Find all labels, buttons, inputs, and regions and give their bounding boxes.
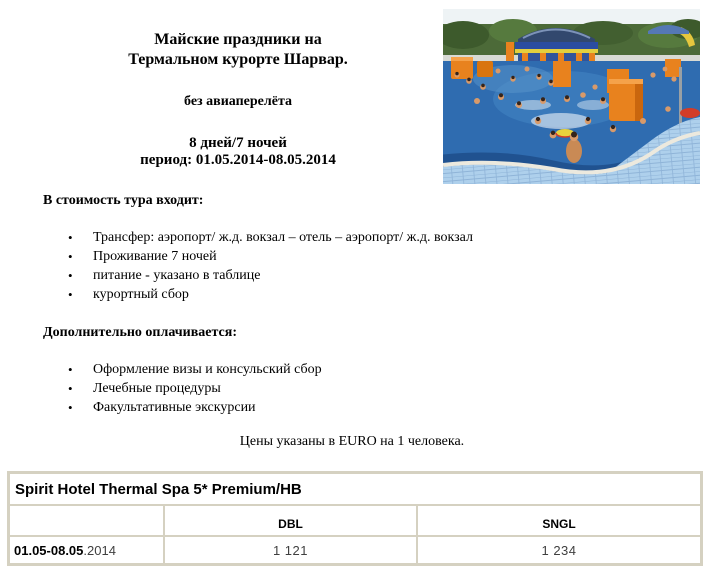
bullet-icon: • [68, 381, 73, 396]
period-dates: 01.05-08.05 [14, 542, 84, 558]
no-flight-note: без авиаперелёта [184, 94, 292, 109]
included-item-text: курортный сбор [93, 287, 189, 302]
extra-item-text: Факультативные экскурсии [93, 400, 256, 415]
price-row [9, 536, 701, 564]
sngl-price-cell: 1 234 [417, 536, 701, 564]
bullet-icon: • [68, 287, 73, 302]
extra-heading: Дополнительно оплачивается: [43, 325, 238, 340]
column-header-row [9, 505, 701, 536]
title-line-2: Термальном курорте Шарвар. [128, 51, 348, 68]
period-text: период: 01.05.2014-08.05.2014 [140, 152, 336, 168]
duration-period [0, 135, 476, 169]
extra-item-text: Лечебные процедуры [93, 381, 221, 396]
list-item [0, 398, 476, 417]
list-item [0, 379, 476, 398]
price-note: Цены указаны в EURO на 1 человека. [239, 434, 465, 449]
included-heading: В стоимость тура входит: [43, 193, 204, 208]
included-item-text: Трансфер: аэропорт/ ж.д. вокзал – отель – аэропорт/ ж.д. вокзал [93, 230, 473, 245]
dbl-price-cell: 1 121 [164, 536, 417, 564]
extra-item-text: Оформление визы и консульский сбор [93, 362, 322, 377]
period-year: .2014 [83, 542, 116, 558]
empty-header-cell [9, 505, 164, 536]
price-table [7, 471, 703, 566]
extra-list [0, 360, 476, 417]
list-item [0, 285, 476, 304]
list-item [0, 228, 476, 247]
document-title [0, 30, 476, 70]
duration-text: 8 дней/7 ночей [189, 135, 287, 151]
list-item [0, 247, 476, 266]
hotel-name-cell: Spirit Hotel Thermal Spa 5* Premium/HB [9, 473, 701, 505]
list-item [0, 360, 476, 379]
bullet-icon: • [68, 268, 73, 283]
hotel-title-row [9, 473, 701, 505]
resort-photo [443, 9, 700, 184]
included-list [0, 228, 476, 304]
bullet-icon: • [68, 249, 73, 264]
bullet-icon: • [68, 400, 73, 415]
title-line-1: Майские праздники на [154, 31, 322, 48]
resort-photo-image [443, 9, 700, 184]
period-cell [9, 536, 164, 564]
sngl-header-cell: SNGL [417, 505, 701, 536]
list-item [0, 266, 476, 285]
included-item-text: питание - указано в таблице [93, 268, 261, 283]
included-item-text: Проживание 7 ночей [93, 249, 217, 264]
dbl-header-cell: DBL [164, 505, 417, 536]
bullet-icon: • [68, 362, 73, 377]
document-body [0, 30, 476, 417]
bullet-icon: • [68, 230, 73, 245]
